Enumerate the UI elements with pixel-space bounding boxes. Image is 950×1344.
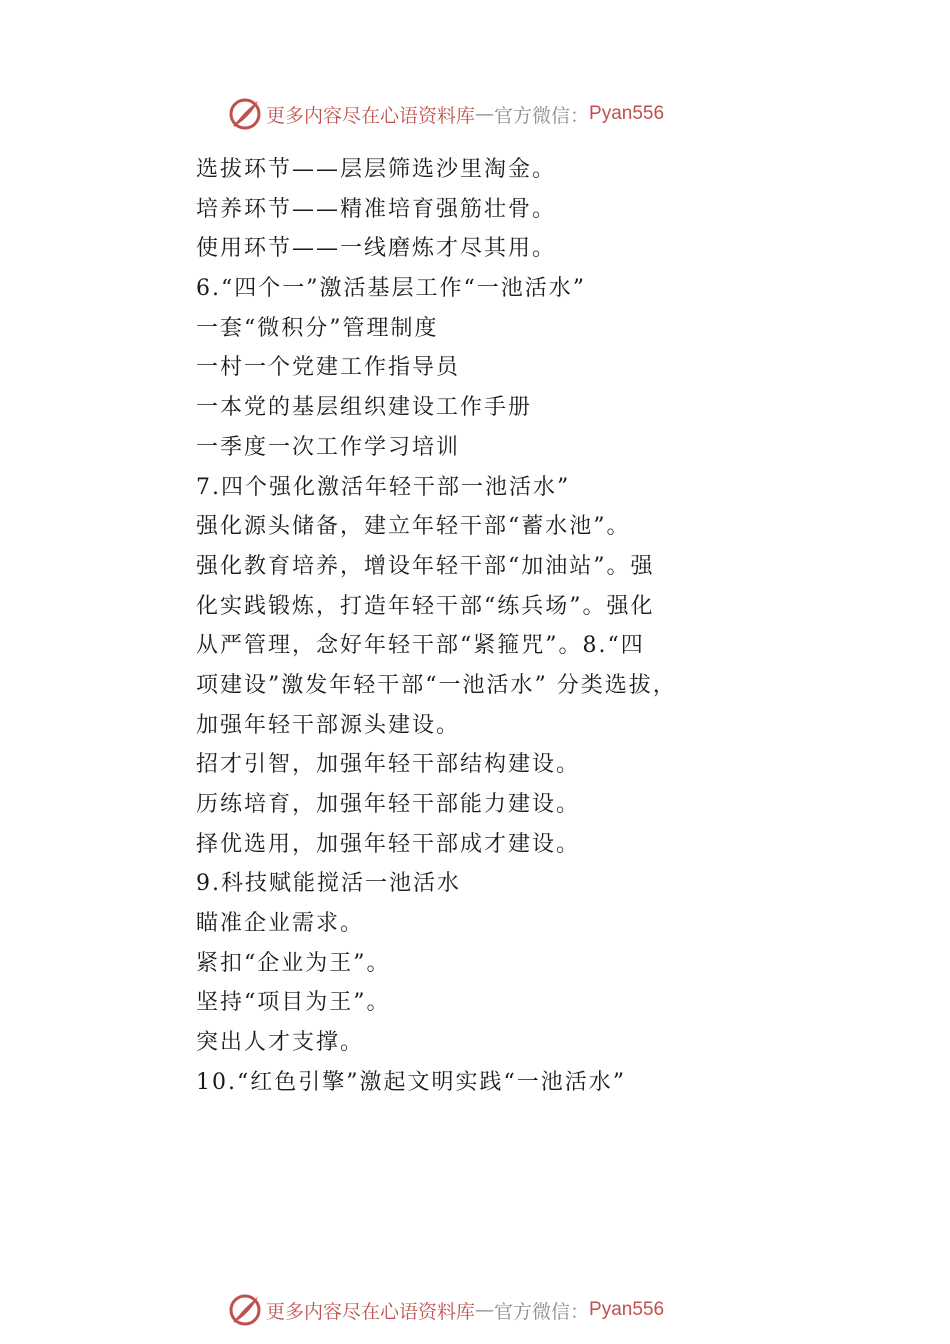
footer-watermark [228,1292,664,1328]
section-heading: 7.四个强化激活年轻干部一池活水” [196,474,571,500]
watermark-wechat-label: 官方微信： [494,1300,590,1323]
text-line: 使用环节——一线磨炼才尽其用。 [196,236,557,262]
watermark-main-text: 更多内容尽在心语资料库 [266,104,476,127]
section-heading: 10.“红色引擎”激起文明实践“一池活水” [196,1069,626,1095]
watermark-dash: — [475,103,495,125]
text-line: 一季度一次工作学习培训 [196,434,461,460]
document-body [196,150,716,1103]
text-line: 强化源头储备，建立年轻干部“蓄水池”。 [196,514,631,540]
quill-logo-icon [228,97,262,131]
text-line: 紧扣“企业为王”。 [196,950,391,976]
text-line: 一村一个党建工作指导员 [196,355,461,381]
quill-logo-icon [228,1293,262,1327]
text-line: 坚持“项目为王”。 [196,990,391,1016]
text-line: 化实践锻炼，打造年轻干部“练兵场”。强化 [196,593,655,619]
header-watermark [228,96,664,132]
watermark-wechat-label: 官方微信： [494,104,590,127]
text-line: 瞄准企业需求。 [196,911,365,937]
watermark-main-text: 更多内容尽在心语资料库 [266,1300,476,1323]
section-heading: 9.科技赋能搅活一池活水 [196,871,461,897]
watermark-wechat-id: Pyan556 [589,103,665,124]
text-line: 从严管理，念好年轻干部“紧箍咒”。8.“四 [196,633,645,659]
watermark-dash: — [475,1299,495,1321]
text-line: 培养环节——精准培育强筋壮骨。 [196,196,557,222]
text-line: 突出人才支撑。 [196,1030,365,1056]
text-line: 项建设”激发年轻干部“一池活水” 分类选拔， [196,672,677,698]
section-heading: 6.“四个一”激活基层工作“一池活水” [196,276,586,302]
text-line: 择优选用，加强年轻干部成才建设。 [196,831,581,857]
text-line: 招才引智，加强年轻干部结构建设。 [196,752,581,778]
text-line: 加强年轻干部源头建设。 [196,712,461,738]
text-line: 选拔环节——层层筛选沙里淘金。 [196,157,557,182]
text-line: 一套“微积分”管理制度 [196,315,439,341]
text-line: 强化教育培养，增设年轻干部“加油站”。强 [196,553,655,579]
text-line: 历练培育，加强年轻干部能力建设。 [196,792,581,817]
text-line: 一本党的基层组织建设工作手册 [196,395,533,421]
watermark-wechat-id: Pyan556 [589,1299,665,1320]
